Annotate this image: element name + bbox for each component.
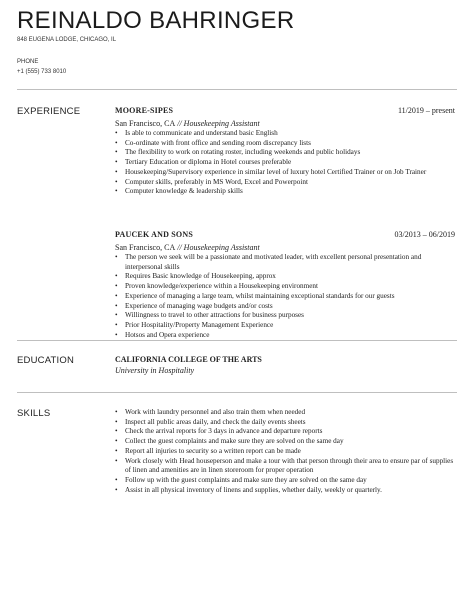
phone-number: +1 (555) 733 8010 xyxy=(17,69,67,75)
job-meta xyxy=(115,242,455,253)
job-heading xyxy=(115,230,455,242)
job-meta xyxy=(115,118,455,129)
job-heading xyxy=(115,106,455,118)
divider xyxy=(17,89,457,90)
list-item: • Requires Basic knowledge of Housekeeping, approx xyxy=(115,272,455,282)
list-item: • Willingness to travel to other attractions for business purposes xyxy=(115,311,455,321)
job-bullet-list xyxy=(115,129,455,197)
list-item: • Inspect all public areas daily, and check the daily events sheets xyxy=(115,418,455,428)
list-item: • Tertiary Education or diploma in Hotel courses preferable xyxy=(115,158,455,168)
company-name: PAUCEK AND SONS xyxy=(115,230,193,239)
job-entry xyxy=(115,106,455,197)
list-item: • Experience of managing wage budgets and/or costs xyxy=(115,302,455,312)
list-item: • Work with laundry personnel and also train them when needed xyxy=(115,408,455,418)
skills-entry xyxy=(115,408,455,495)
phone-label: PHONE xyxy=(17,59,39,65)
list-item: • Collect the guest complaints and make sure they are solved on the same day xyxy=(115,437,455,447)
degree: University in Hospitality xyxy=(115,366,195,375)
divider xyxy=(17,392,457,393)
job-entry xyxy=(115,230,455,340)
company-name: MOORE-SIPES xyxy=(115,106,174,115)
job-dates: 03/2013 – 06/2019 xyxy=(394,230,455,239)
education-entry xyxy=(115,354,455,376)
list-item: • Prior Hospitality/Property Management Experience xyxy=(115,321,455,331)
divider xyxy=(17,340,457,341)
list-item: • Is able to communicate and understand basic English xyxy=(115,129,455,139)
list-item: • Hotsos and Opera experience xyxy=(115,331,455,341)
job-location: San Francisco, CA xyxy=(115,119,176,128)
school-name: CALIFORNIA COLLEGE OF THE ARTS xyxy=(115,355,262,364)
list-item: • Check the arrival reports for 3 days in advance and departure reports xyxy=(115,427,455,437)
list-item: • Report all injuries to security so a written report can be made xyxy=(115,447,455,457)
job-role: Housekeeping Assistant xyxy=(183,243,260,252)
job-dates: 11/2019 – present xyxy=(397,106,455,115)
list-item: • Assist in all physical inventory of linens and supplies, whether daily, weekly or quarterly. xyxy=(115,486,455,496)
list-item: • Computer knowledge & leadership skills xyxy=(115,187,455,197)
list-item: • Follow up with the guest complaints and make sure they are solved on the same day xyxy=(115,476,455,486)
job-role: Housekeeping Assistant xyxy=(183,119,260,128)
section-title-education: EDUCATION xyxy=(17,355,75,366)
candidate-name: REINALDO BAHRINGER xyxy=(17,7,295,34)
list-item: • Proven knowledge/experience within a Housekeeping environment xyxy=(115,282,455,292)
section-title-skills: SKILLS xyxy=(17,408,51,419)
list-item: • The person we seek will be a passionate and motivated leader, with excellent personal presentation and interpersonal skills xyxy=(115,253,455,272)
list-item: • The flexibility to work on rotating roster, including weekends and public holidays xyxy=(115,148,455,158)
list-item: • Experience of managing a large team, whilst maintaining exceptional standards for our guests xyxy=(115,292,455,302)
job-location: San Francisco, CA xyxy=(115,243,176,252)
list-item: • Housekeeping/Supervisory experience in similar level of luxury hotel Certified Trainer or on Job Trainer xyxy=(115,168,455,178)
job-bullet-list xyxy=(115,253,455,340)
list-item: • Computer skills, preferably in MS Word, Excel and Powerpoint xyxy=(115,178,455,188)
skills-list xyxy=(115,408,455,495)
list-item: • Co-ordinate with front office and sending room discrepancy lists xyxy=(115,139,455,149)
address: 848 EUGENA LODGE, CHICAGO, IL xyxy=(17,37,117,43)
section-title-experience: EXPERIENCE xyxy=(17,106,81,117)
meta-separator: // xyxy=(175,243,184,252)
list-item: • Work closely with Head houseperson and make a tour with that person through their area to ensure par of supplies of linen and amenities are in linen storeroom for proper operation xyxy=(115,457,455,476)
meta-separator: // xyxy=(175,119,184,128)
